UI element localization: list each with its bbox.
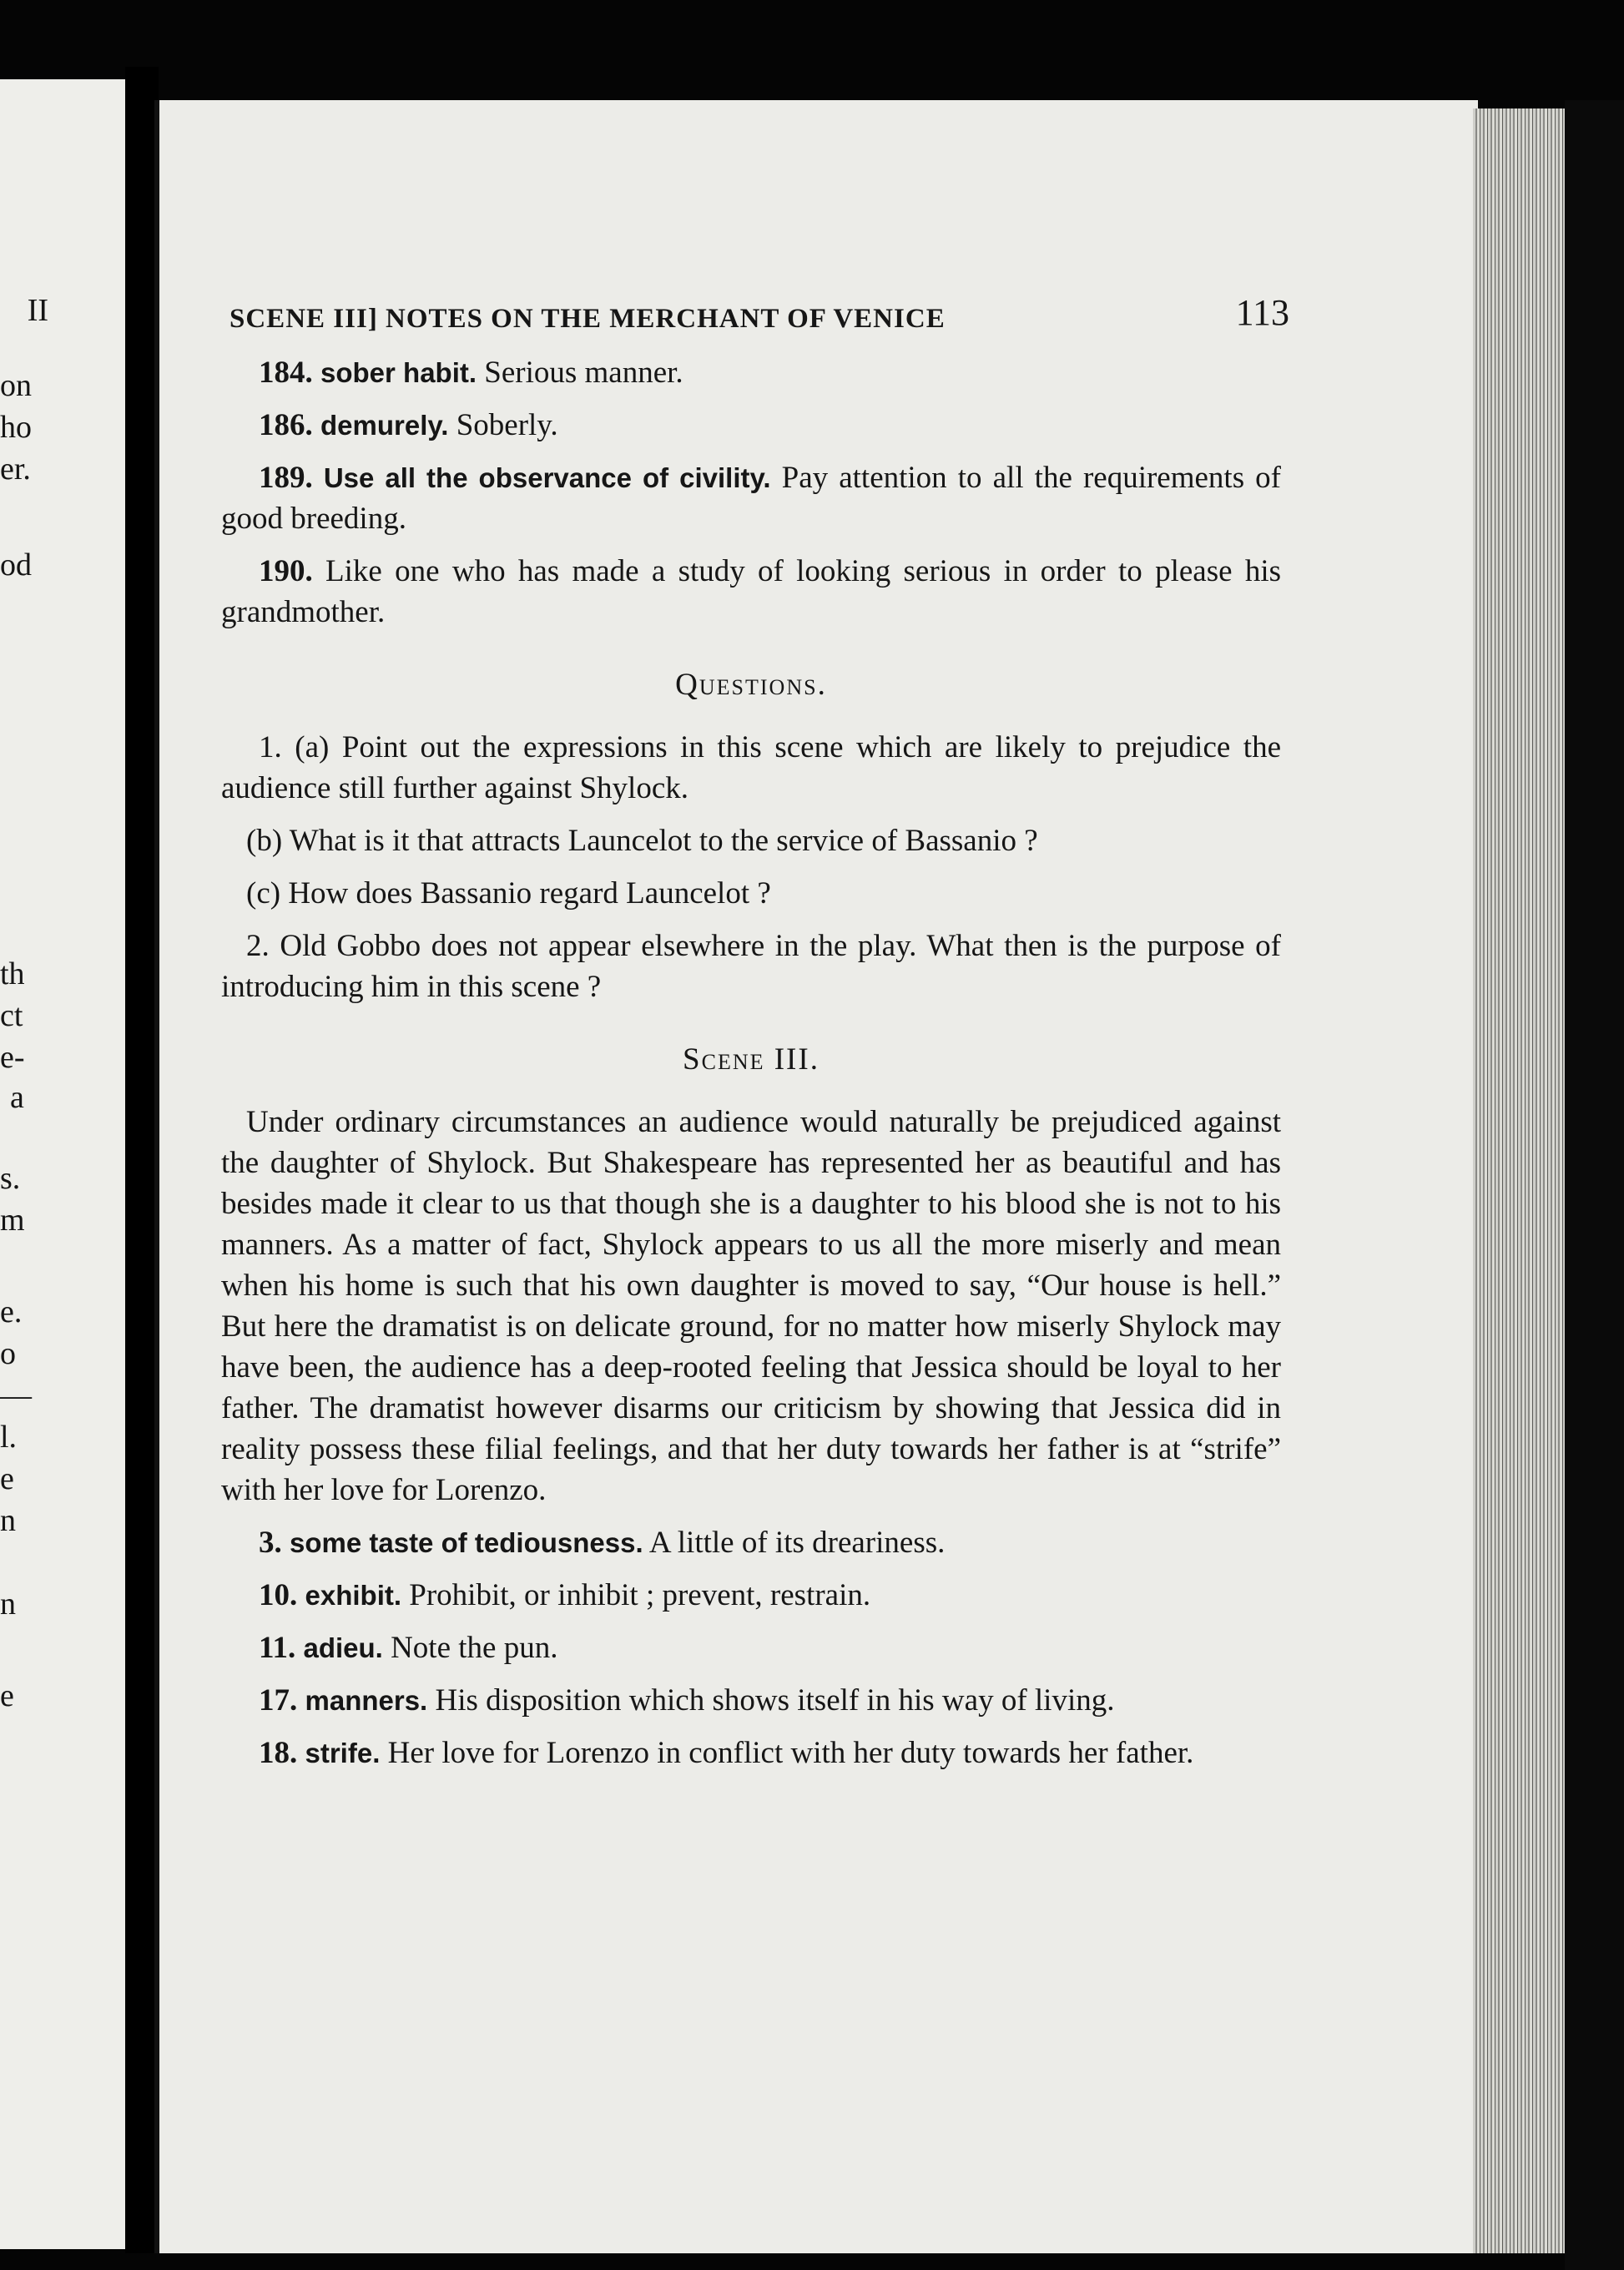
note-lemma: sober habit.: [320, 357, 477, 388]
note-gloss: Her love for Lorenzo in conflict with her duty towards her father.: [387, 1736, 1194, 1770]
left-fragment: s.: [0, 1161, 21, 1196]
page-text-block: [221, 292, 1289, 1785]
left-fragment: —: [0, 1378, 32, 1413]
left-fragment: e-: [0, 1040, 25, 1075]
page-number: 113: [1235, 292, 1289, 333]
left-fragment: a: [10, 1080, 24, 1115]
scene-heading: Scene III.: [683, 1042, 820, 1077]
note-gloss: Like one who has made a study of looking serious in order to please his grandmother.: [221, 554, 1282, 629]
note-gloss: His disposition which shows itself in his way of living.: [435, 1683, 1115, 1718]
note-lemma: adieu.: [303, 1632, 383, 1663]
note-entry: [221, 457, 1281, 539]
note-number: 10.: [259, 1578, 298, 1612]
note-gloss: A little of its dreariness.: [648, 1526, 946, 1560]
note-number: 11.: [259, 1631, 296, 1665]
note-gloss: Soberly.: [456, 408, 558, 442]
questions-heading: Questions.: [675, 668, 827, 702]
note-number: 190.: [259, 554, 313, 588]
note-gloss: Pay attention to all the requirements of good breeding.: [221, 461, 1281, 536]
note-lemma: strife.: [305, 1738, 381, 1768]
left-fragment: od: [0, 547, 32, 583]
left-fragment: e.: [0, 1294, 23, 1329]
note-gloss: Prohibit, or inhibit ; prevent, restrain.: [409, 1578, 871, 1612]
note-entry: [221, 352, 1281, 393]
left-fragment: n: [0, 1586, 16, 1622]
question-item: 1. (a) Point out the expressions in this scene which are likely to prejudice the audience still further against Shylock.: [221, 730, 1281, 805]
note-number: 3.: [259, 1526, 282, 1560]
book-gutter: [125, 67, 159, 2253]
note-lemma: Use all the observance of civility.: [323, 462, 771, 493]
question-item: 2. Old Gobbo does not appear elsewhere in the play. What then is the purpose of introducing him in this scene ?: [221, 929, 1281, 1004]
question-item: (c) How does Bassanio regard Launcelot ?: [246, 876, 771, 911]
note-lemma: manners.: [305, 1685, 428, 1716]
note-entry: [221, 405, 1281, 446]
note-number: 18.: [259, 1736, 298, 1770]
left-fragment: ct: [0, 998, 23, 1033]
note-gloss: Serious manner.: [484, 356, 683, 390]
note-lemma: demurely.: [320, 410, 449, 441]
note-entry: [221, 1733, 1281, 1773]
note-entry: [221, 1575, 1281, 1616]
note-number: 189.: [259, 461, 313, 495]
left-fragment: m: [0, 1203, 25, 1238]
note-number: 186.: [259, 408, 313, 442]
left-fragment: n: [0, 1503, 16, 1538]
note-lemma: some taste of tediousness.: [290, 1527, 643, 1558]
left-fragment: e: [0, 1461, 14, 1496]
left-fragment: e: [0, 1678, 14, 1713]
left-fragment: th: [0, 956, 25, 991]
note-entry: [221, 551, 1281, 633]
scene-introduction: Under ordinary circumstances an audience would naturally be prejudiced against the daughter of Shylock. But Shakespeare has represented her as beautiful and has besides made it clear to us that though she is a daughter to his blood she is not to his manners. As a matter of fact, Shylock appears to us all the more miserly and mean when his home is such that his own daughter is moved to say, “Our house is hell.” But here the dramatist is on delicate ground, for no matter how miserly Shylock may have been, the audience has a deep-rooted feeling that Jessica should be loyal to her father. The dramatist however disarms our criticism by showing that Jessica did in reality possess these filial feelings, and that her duty towards her father is at “strife” with her love for Lorenzo.: [221, 1105, 1281, 1507]
running-head: [221, 292, 1289, 351]
left-fragment: o: [0, 1336, 16, 1371]
note-number: 17.: [259, 1683, 298, 1718]
question-item: (b) What is it that attracts Launcelot to the service of Bassanio ?: [246, 824, 1038, 858]
note-number: 184.: [259, 356, 313, 390]
left-fragment: er.: [0, 451, 31, 487]
previous-page-edge: [0, 79, 129, 2249]
page-stack-edge: [1473, 108, 1565, 2253]
note-gloss: Note the pun.: [391, 1631, 558, 1665]
left-fragment: II: [27, 293, 48, 328]
note-entry: [221, 1680, 1281, 1721]
left-fragment: l.: [0, 1420, 18, 1455]
left-fragment: on: [0, 368, 32, 403]
running-head-title: SCENE III] NOTES ON THE MERCHANT OF VENICE: [229, 304, 946, 334]
note-entry: [221, 1627, 1281, 1668]
note-entry: [221, 1522, 1281, 1563]
left-fragment: ho: [0, 410, 32, 445]
background-edge: [1565, 100, 1624, 2270]
note-lemma: exhibit.: [305, 1580, 402, 1611]
